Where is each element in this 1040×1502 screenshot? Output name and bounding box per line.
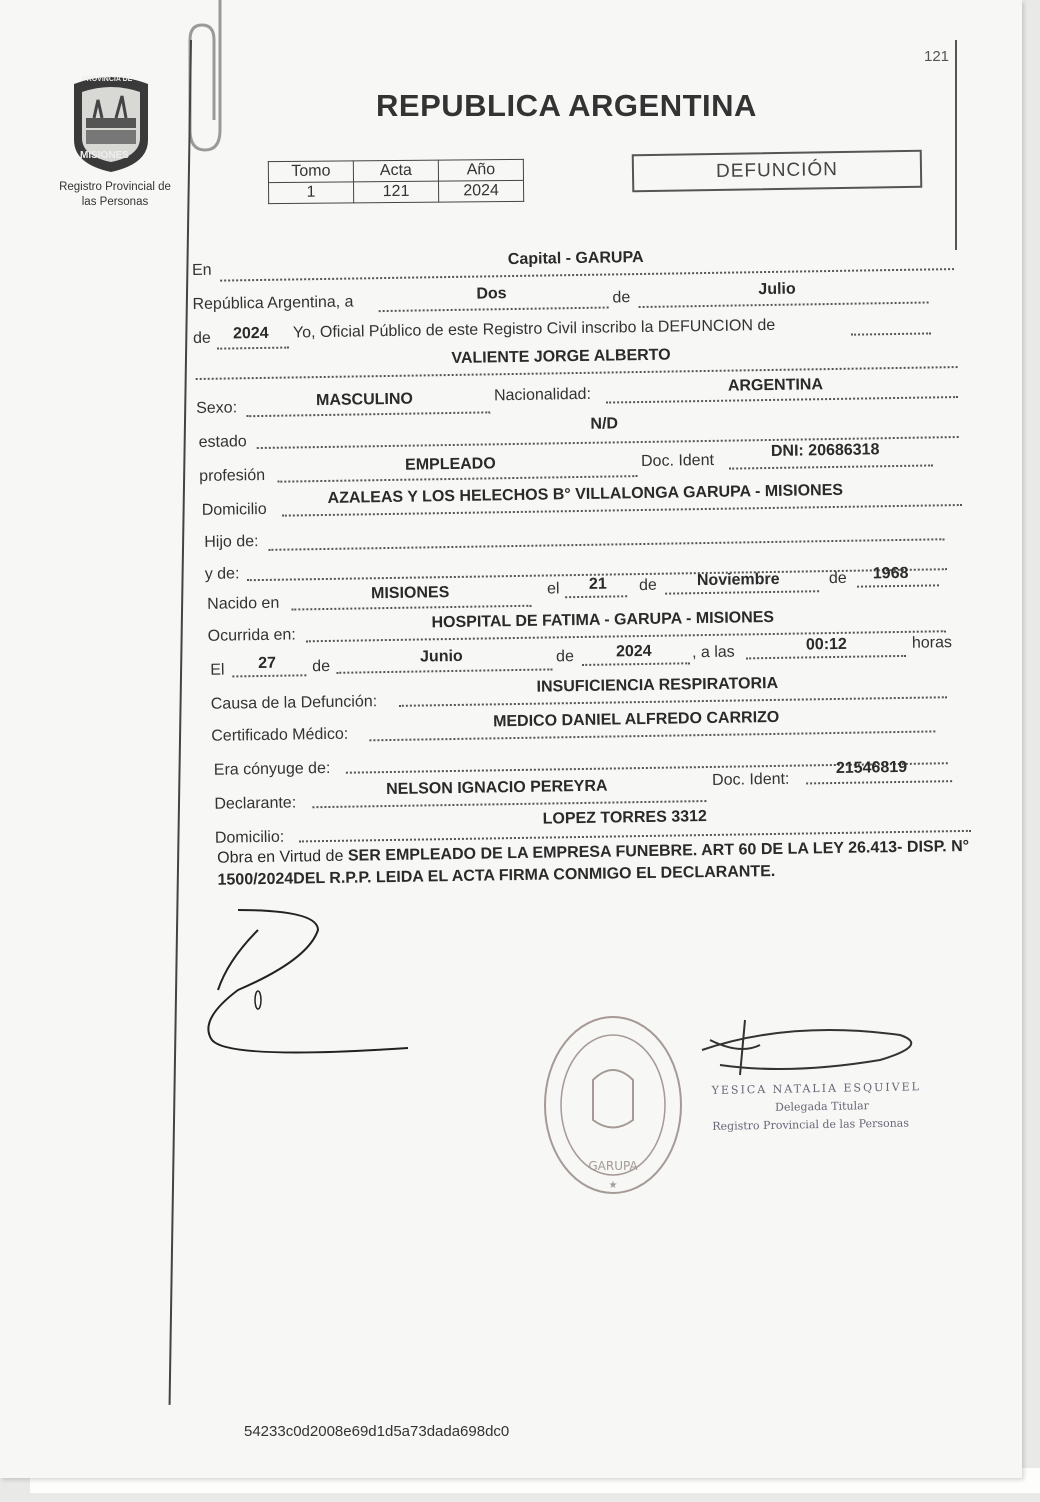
dotted-line [277, 475, 637, 483]
seal-bottom-text: GARUPA [588, 1159, 638, 1173]
ocurrida-value: HOSPITAL DE FATIMA - GARUPA - MISIONES [431, 608, 775, 632]
domicilio2-value: LOPEZ TORRES 3312 [542, 808, 707, 828]
dotted-line [606, 396, 958, 404]
a-las-label: , a las [691, 643, 735, 662]
domicilio-label: Domicilio [201, 500, 267, 519]
sexo-label: Sexo: [196, 399, 238, 417]
en-label: En [191, 261, 212, 280]
doc-ident-value: DNI: 20686318 [770, 441, 880, 460]
nacionalidad-label: Nacionalidad: [493, 385, 592, 405]
estado-label: estado [198, 433, 247, 451]
declarant-signature [198, 900, 418, 1065]
registry-line1: Registro Provincial de [59, 181, 171, 193]
causa-label: Causa de la Defunción: [210, 693, 378, 713]
ocurrida-label: Ocurrida en: [207, 626, 296, 645]
dotted-line [220, 268, 954, 282]
profesion-value: EMPLEADO [404, 455, 496, 474]
dotted-line [306, 630, 946, 642]
conyuge-label: Era cónyuge de: [213, 759, 331, 779]
dotted-line [851, 332, 931, 335]
dotted-line [336, 668, 552, 673]
dotted-line [268, 538, 944, 551]
birth-month: Noviembre [696, 570, 780, 590]
official-role: Delegada Titular [775, 1099, 869, 1114]
death-day: 27 [258, 654, 277, 673]
dotted-line [565, 595, 627, 598]
dotted-line [806, 780, 952, 784]
de-label: de [192, 329, 211, 348]
hijo-label: Hijo de: [204, 533, 259, 551]
anio-value: 2024 [438, 180, 523, 202]
day-value: Dos [476, 285, 507, 303]
doc-ident2-value: 21546819 [835, 758, 908, 777]
document-type-box: DEFUNCIÓN [632, 150, 923, 193]
registry-line2: las Personas [81, 196, 149, 208]
birth-year: 1968 [872, 564, 909, 583]
svg-text:★: ★ [608, 1180, 618, 1191]
de-label: de [312, 657, 331, 676]
obra-label: Obra en Virtud de [217, 847, 344, 867]
official-name: YESICA NATALIA ESQUIVEL [711, 1080, 922, 1097]
oficial-text: Yo, Oficial Público de este Registro Civil inscribo la DEFUNCION de [292, 316, 776, 342]
dotted-line [729, 464, 933, 469]
death-month: Junio [419, 647, 463, 666]
doc-ident2-label: Doc. Ident: [711, 770, 790, 789]
month-value: Julio [758, 280, 796, 299]
de-label: de [555, 648, 575, 666]
logo-bottom-text: MISIONES [80, 150, 129, 161]
declarante-label: Declarante: [214, 794, 297, 813]
causa-value: INSUFICIENCIA RESPIRATORIA [536, 674, 779, 696]
domicilio-value: AZALEAS Y LOS HELECHOS B° VILLALONGA GARUPA - MISIONES [327, 481, 844, 507]
horas-label: horas [911, 634, 953, 652]
dotted-line [217, 347, 289, 350]
deceased-name: VALIENTE JORGE ALBERTO [451, 346, 671, 367]
el-label: el [546, 580, 560, 598]
dotted-line [232, 674, 306, 677]
dotted-line [665, 590, 819, 594]
document-hash: 54233c0d2008e69d1d5a73dada698dc0 [244, 1423, 510, 1440]
obra-paragraph [217, 836, 970, 892]
official-stamp [712, 1078, 933, 1136]
profesion-label: profesión [199, 466, 266, 485]
logo-top-text: PROVINCIA DE [82, 76, 133, 83]
certificado-label: Certificado Médico: [211, 725, 349, 745]
dotted-line [246, 411, 490, 417]
nacido-value: MISIONES [370, 584, 450, 603]
de-label: de [638, 576, 657, 595]
dotted-line [196, 366, 958, 380]
anio-header: Año [438, 159, 523, 181]
dotted-line [291, 605, 531, 611]
official-office: Registro Provincial de las Personas [712, 1116, 910, 1133]
acta-header: Acta [353, 160, 438, 182]
registry-seal [538, 1010, 688, 1200]
page-number: 121 [924, 48, 950, 65]
sexo-value: MASCULINO [315, 390, 414, 410]
dotted-line [312, 800, 706, 808]
en-value: Capital - GARUPA [507, 248, 644, 269]
tomo-value: 1 [269, 182, 354, 204]
official-signature [700, 1015, 930, 1085]
y-de-label: y de: [204, 565, 240, 583]
obra-value: SER EMPLEADO DE LA EMPRESA FUNEBRE. ART 60 DE LA LEY 26.413- DISP. N° 1500/2024DEL R.P.P. LEIDA EL ACTA FIRMA CONMIGO EL DECLARANTE. [217, 837, 970, 889]
nacido-label: Nacido en [207, 594, 280, 613]
dotted-line [369, 730, 935, 741]
page-title: REPUBLICA ARGENTINA [376, 88, 757, 123]
certificado-value: MEDICO DANIEL ALFREDO CARRIZO [492, 708, 780, 731]
de-label: de [828, 569, 847, 588]
nacionalidad-value: ARGENTINA [727, 376, 824, 395]
domicilio2-label: Domicilio: [214, 828, 285, 847]
declarante-value: NELSON IGNACIO PEREYRA [386, 777, 608, 799]
death-year: 2024 [615, 642, 652, 661]
dotted-line [857, 584, 939, 587]
birth-day: 21 [588, 575, 607, 593]
de-label: de [612, 289, 631, 307]
dotted-line [746, 655, 906, 660]
death-time: 00:12 [805, 635, 847, 654]
year-value: 2024 [232, 324, 269, 343]
acta-value: 121 [354, 181, 439, 203]
tomo-header: Tomo [268, 161, 353, 183]
doc-ident-label: Doc. Ident [640, 451, 715, 471]
dotted-line [639, 301, 929, 308]
dotted-line [399, 696, 947, 707]
republica-label: República Argentina, a [192, 293, 354, 314]
dotted-line [582, 662, 690, 666]
estado-value: N/D [590, 415, 619, 433]
dotted-line [379, 307, 609, 313]
el-date-label: El [210, 661, 225, 679]
